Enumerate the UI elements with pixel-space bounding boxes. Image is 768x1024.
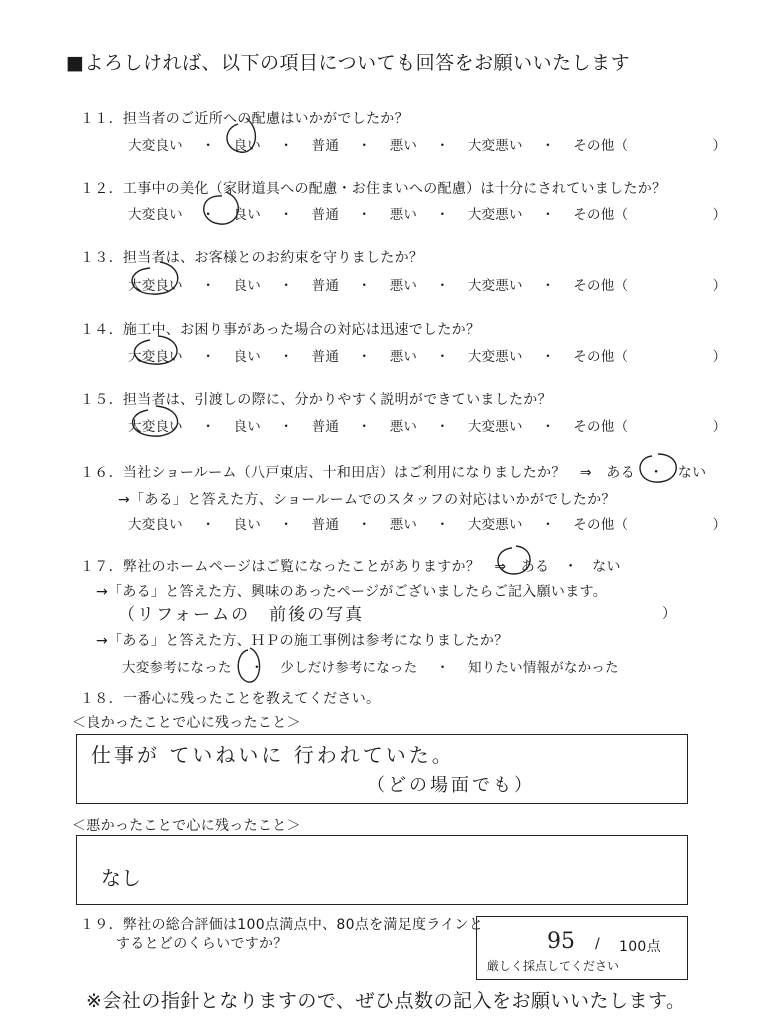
option-very-good[interactable]: 大変良い — [128, 419, 183, 435]
option-good[interactable]: 良い — [233, 349, 261, 365]
option-normal[interactable]: 普通 — [311, 349, 340, 365]
option-bad[interactable]: 悪い — [389, 278, 418, 294]
separator: ・ — [279, 517, 294, 533]
question-19-line1: １９．弊社の総合評価は100点満点中、80点を満足度ラインと — [80, 917, 484, 933]
separator: ・ — [435, 419, 450, 435]
option-good[interactable]: 良い — [233, 278, 261, 294]
option-normal[interactable]: 普通 — [311, 207, 340, 223]
separator: ・ — [541, 349, 555, 365]
options-17[interactable] — [122, 656, 619, 676]
separator: ・ — [279, 349, 294, 365]
separator: ・ — [435, 349, 450, 365]
question-14: １４．施工中、お困り事があった場合の対応は迅速でしたか？ — [80, 322, 481, 338]
option-normal[interactable]: 普通 — [311, 419, 340, 435]
separator: ・ — [541, 278, 555, 294]
option-very-good[interactable]: 大変良い — [128, 207, 183, 223]
separator: ・ — [201, 349, 216, 365]
score-box[interactable] — [476, 916, 688, 980]
page-title: ■よろしければ、以下の項目についても回答をお願いいたします — [66, 52, 631, 74]
option-bad[interactable]: 悪い — [389, 138, 418, 154]
separator: ・ — [201, 138, 216, 154]
question-16: １６．当社ショールーム（八戸東店、十和田店）はご利用になりましたか？ ⇒ ある ・ ない — [80, 465, 707, 481]
separator: ・ — [279, 278, 294, 294]
question-11: １１．担当者のご近所への配慮はいかがでしたか？ — [80, 111, 409, 127]
separator: ・ — [541, 419, 555, 435]
option-very-good[interactable]: 大変良い — [128, 517, 183, 533]
option-normal[interactable]: 普通 — [311, 278, 340, 294]
option-very-bad[interactable]: 大変悪い — [467, 349, 523, 365]
option-bad[interactable]: 悪い — [389, 207, 418, 223]
separator: ・ — [435, 138, 450, 154]
option-very-bad[interactable]: 大変悪い — [467, 207, 523, 223]
separator: ・ — [201, 207, 216, 223]
score-note: 厳しく採点してください — [487, 959, 620, 973]
separator: ・ — [201, 517, 216, 533]
option-very-good[interactable]: 大変良い — [128, 138, 183, 154]
options-13[interactable] — [128, 274, 726, 294]
option-bad[interactable]: 悪い — [389, 419, 418, 435]
option-other-close: ） — [712, 517, 727, 533]
bad-answer: なし — [101, 866, 141, 890]
question-17-sub2: →「ある」と答えた方、ＨＰの施工事例は参考になりましたか？ — [96, 633, 509, 649]
option-very-bad[interactable]: 大変悪い — [467, 138, 523, 154]
option-normal[interactable]: 普通 — [311, 517, 340, 533]
options-14[interactable] — [128, 345, 726, 365]
separator: ・ — [279, 207, 294, 223]
option-good[interactable]: 良い — [233, 207, 261, 223]
question-12: １２．工事中の美化（家財道具への配慮・お住まいへの配慮）は十分にされていましたか？ — [80, 181, 667, 197]
footer-note: ※会社の指針となりますので、ぜひ点数の記入をお願いいたします。 — [86, 990, 686, 1012]
option-slightly-helpful[interactable]: 少しだけ参考になった — [280, 660, 418, 676]
option-other-close: ） — [712, 419, 727, 435]
separator: ・ — [435, 278, 450, 294]
bad-answer-box[interactable] — [76, 835, 688, 905]
option-other[interactable]: その他（ — [573, 349, 629, 365]
option-other-close: ） — [712, 278, 727, 294]
separator: ・ — [250, 660, 264, 676]
option-other-close: ） — [712, 138, 727, 154]
separator: ・ — [201, 278, 216, 294]
question-15: １５．担当者は、引渡しの際に、分かりやすく説明ができていましたか？ — [80, 392, 552, 408]
option-other[interactable]: その他（ — [573, 207, 629, 223]
option-other[interactable]: その他（ — [573, 138, 629, 154]
answer-17-close: ） — [662, 606, 677, 622]
question-17: １７．弊社のホームページはご覧になったことがありますか？ ⇒ ある ・ ない — [80, 559, 621, 575]
separator: ・ — [357, 419, 372, 435]
good-answer-box[interactable] — [76, 734, 688, 804]
question-19-line2: するとどのくらいですか？ — [116, 936, 288, 952]
separator: ・ — [435, 660, 450, 676]
options-11[interactable] — [128, 134, 726, 154]
option-normal[interactable]: 普通 — [311, 138, 340, 154]
option-other-close: ） — [712, 349, 727, 365]
separator: ・ — [435, 207, 450, 223]
option-other-close: ） — [712, 207, 727, 223]
separator: ・ — [541, 138, 555, 154]
separator: ・ — [541, 517, 555, 533]
option-very-bad[interactable]: 大変悪い — [467, 517, 523, 533]
question-18: １８．一番心に残ったことを教えてください。 — [80, 691, 381, 707]
bad-label: ＜悪かったことで心に残ったこと＞ — [72, 818, 301, 834]
options-12[interactable] — [128, 203, 726, 223]
handwritten-answer-17: （リフォームの 前後の写真 — [118, 605, 365, 625]
option-good[interactable]: 良い — [233, 138, 261, 154]
score-value: 95 — [547, 929, 575, 954]
option-very-bad[interactable]: 大変悪い — [467, 278, 523, 294]
good-answer-line2: （どの場面でも） — [367, 775, 535, 796]
options-16[interactable] — [128, 513, 726, 533]
good-label: ＜良かったことで心に残ったこと＞ — [72, 715, 301, 731]
separator: ・ — [279, 138, 294, 154]
option-other[interactable]: その他（ — [573, 419, 629, 435]
separator: ・ — [357, 349, 372, 365]
separator: ・ — [357, 207, 372, 223]
options-15[interactable] — [128, 415, 726, 435]
separator: ・ — [357, 138, 372, 154]
question-17-sub1: →「ある」と答えた方、興味のあったページがございましたらご記入願います。 — [96, 584, 607, 600]
separator: ・ — [541, 207, 555, 223]
option-other[interactable]: その他（ — [573, 517, 629, 533]
separator: ・ — [357, 278, 372, 294]
question-13: １３．担当者は、お客様とのお約束を守りましたか？ — [80, 250, 424, 266]
option-bad[interactable]: 悪い — [389, 517, 418, 533]
option-very-good[interactable]: 大変良い — [128, 278, 183, 294]
option-good[interactable]: 良い — [233, 517, 261, 533]
score-slash: / — [595, 936, 601, 952]
option-other[interactable]: その他（ — [573, 278, 629, 294]
separator: ・ — [201, 419, 216, 435]
separator: ・ — [357, 517, 372, 533]
option-bad[interactable]: 悪い — [389, 349, 418, 365]
question-16-sub: →「ある」と答えた方、ショールームでのスタッフの対応はいかがでしたか？ — [118, 492, 616, 508]
option-very-bad[interactable]: 大変悪い — [467, 419, 523, 435]
option-good[interactable]: 良い — [233, 419, 261, 435]
separator: ・ — [435, 517, 450, 533]
option-not-helpful[interactable]: 知りたい情報がなかった — [468, 660, 619, 676]
option-very-helpful[interactable]: 大変参考になった — [122, 660, 232, 676]
option-very-good[interactable]: 大変良い — [128, 349, 183, 365]
good-answer-line1: 仕事が ていねいに 行われていた。 — [91, 743, 455, 767]
separator: ・ — [279, 419, 294, 435]
score-max: 100点 — [619, 939, 661, 955]
